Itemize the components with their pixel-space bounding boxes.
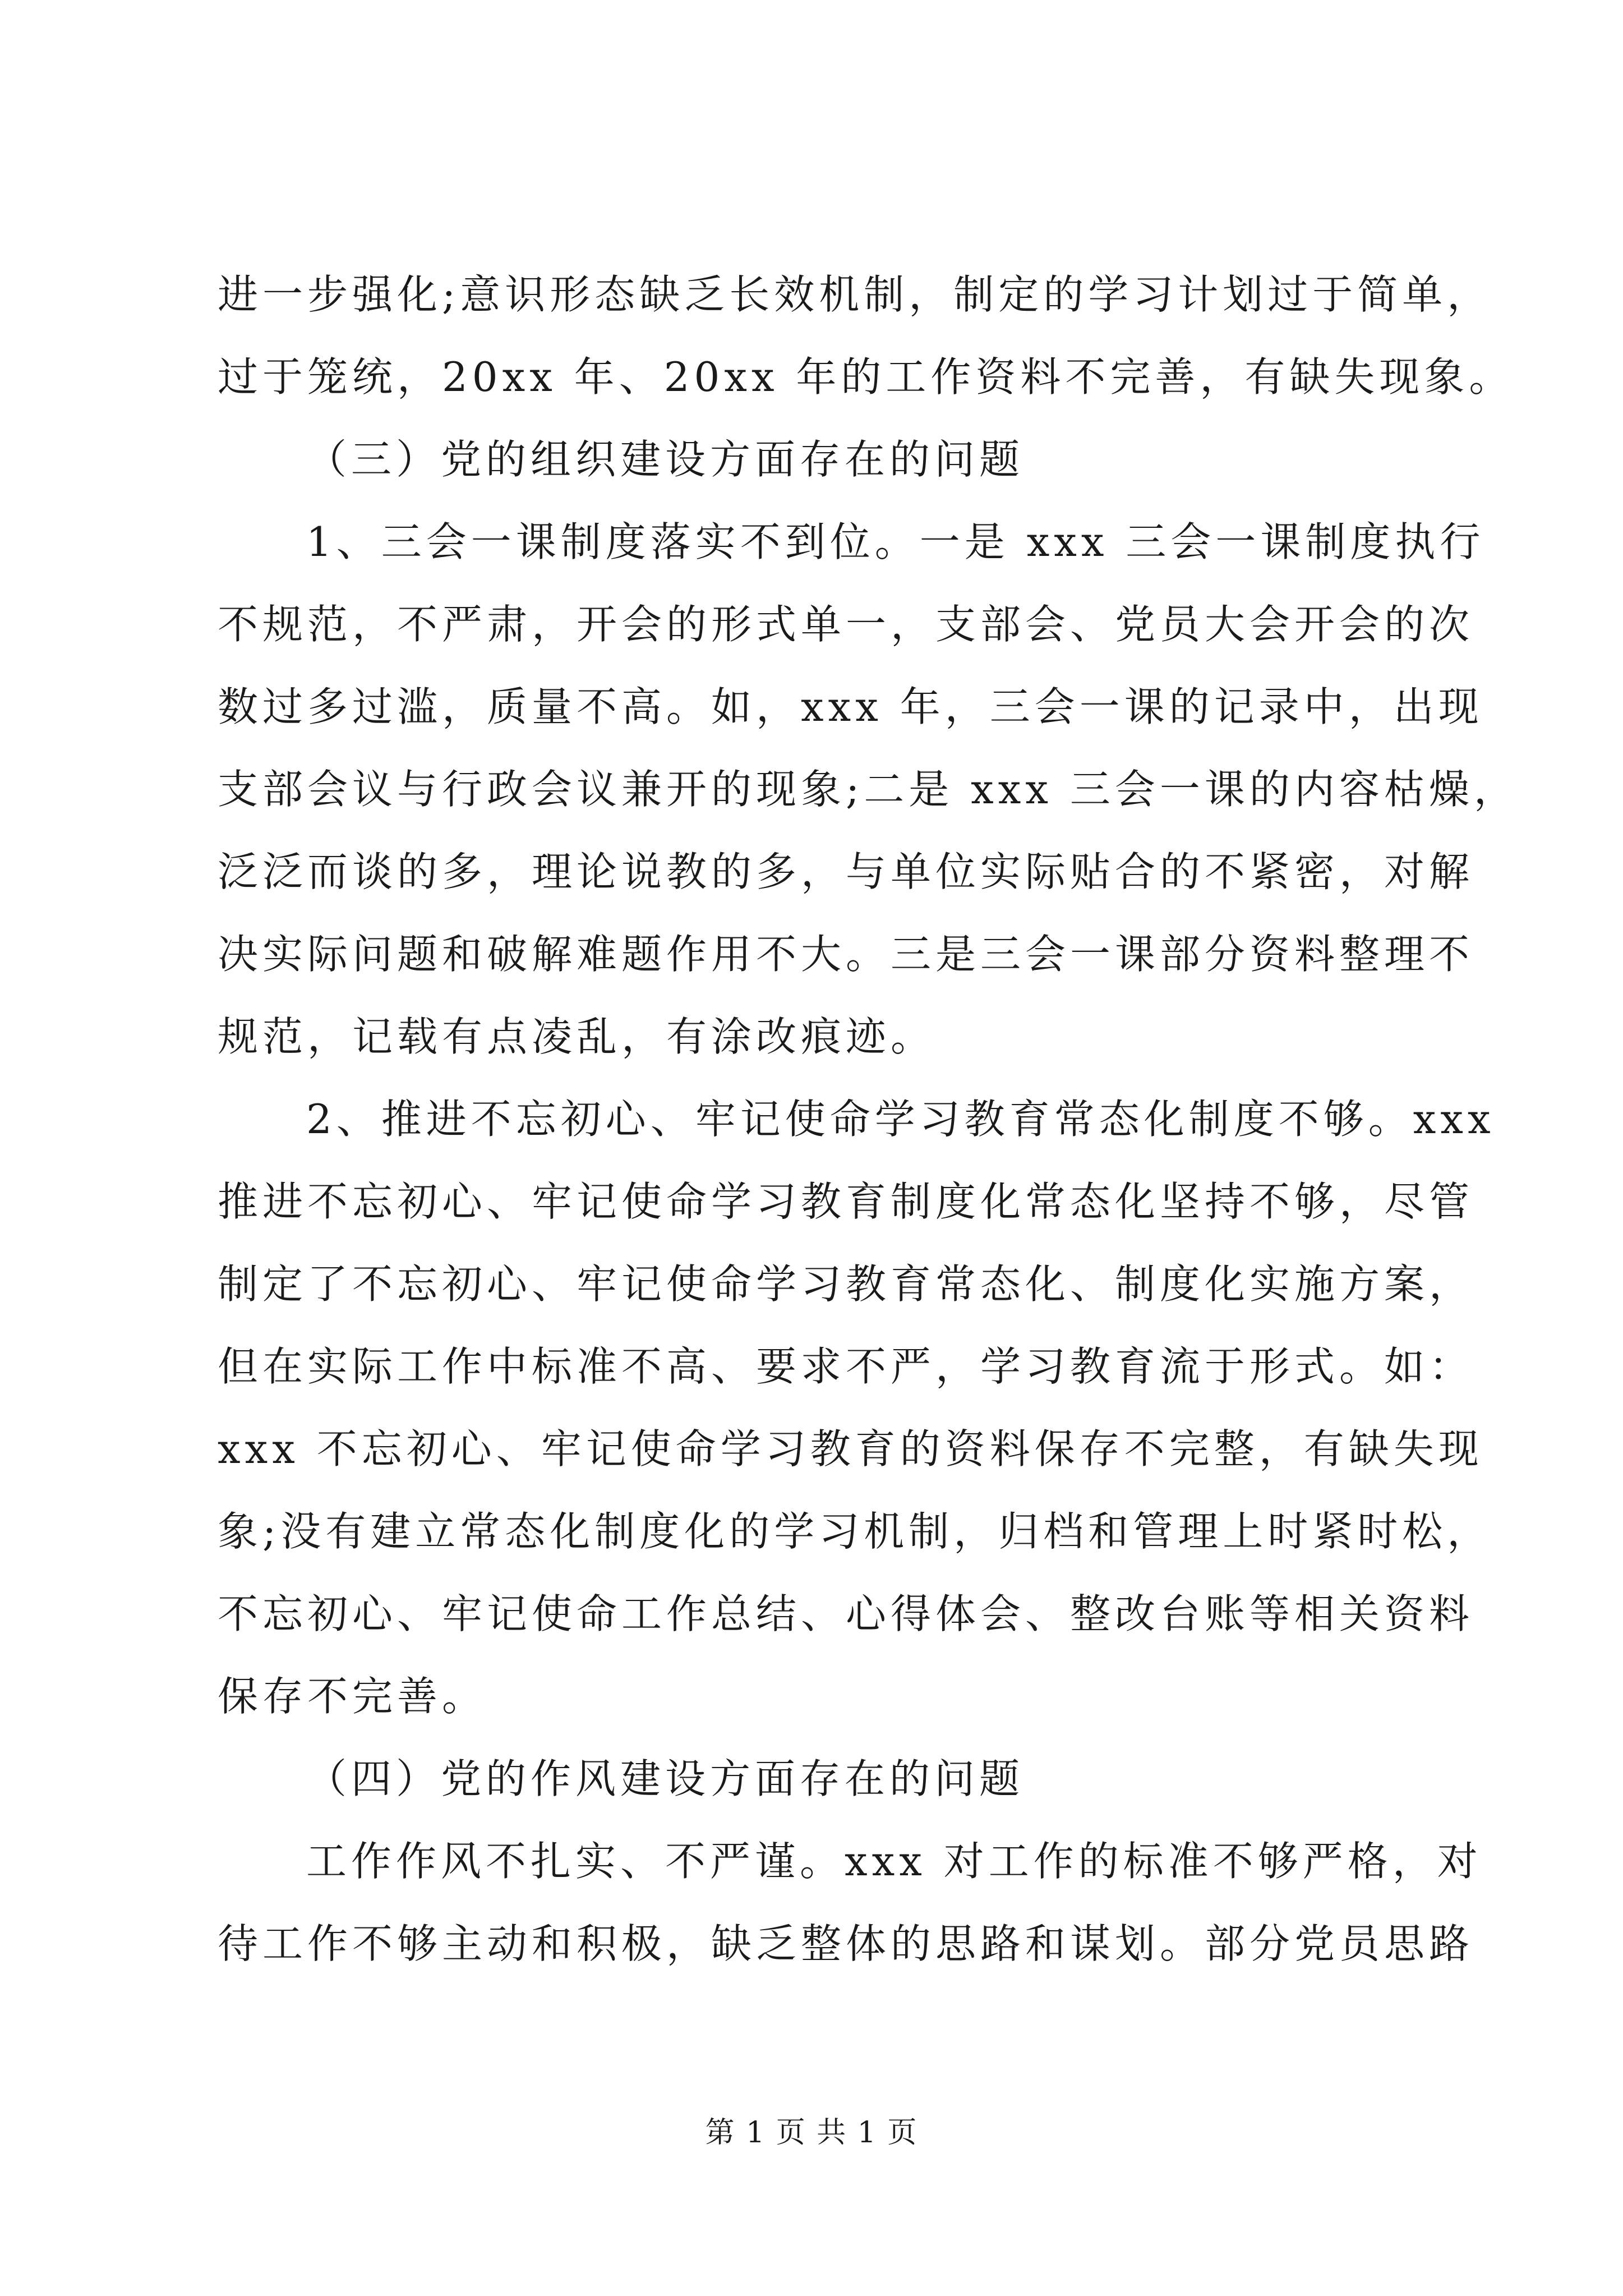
body-line-14: 但在实际工作中标准不高、要求不严，学习教育流于形式。如：	[218, 1343, 1474, 1390]
body-line-17: 不忘初心、牢记使命工作总结、心得体会、整改台账等相关资料	[218, 1590, 1474, 1637]
body-line-15: xxx 不忘初心、牢记使命学习教育的资料保存不完整，有缺失现	[218, 1425, 1483, 1473]
body-line-11: 2、推进不忘初心、牢记使命学习教育常态化制度不够。xxx	[306, 1096, 1495, 1143]
body-line-1: 进一步强化;意识形态缺乏长效机制，制定的学习计划过于简单，	[218, 271, 1492, 318]
body-line-12: 推进不忘初心、牢记使命学习教育制度化常态化坚持不够，尽管	[218, 1178, 1474, 1225]
section-heading-3: （三）党的组织建设方面存在的问题	[306, 436, 1025, 483]
body-line-4: 1、三会一课制度落实不到位。一是 xxx 三会一课制度执行	[306, 518, 1485, 565]
body-line-10: 规范，记载有点凌乱，有涂改痕迹。	[218, 1013, 936, 1060]
body-line-9: 决实际问题和破解难题作用不大。三是三会一课部分资料整理不	[218, 931, 1474, 978]
body-line-18: 保存不完善。	[218, 1673, 487, 1720]
body-line-8: 泛泛而谈的多，理论说教的多，与单位实际贴合的不紧密，对解	[218, 848, 1474, 895]
body-line-6: 数过多过滥，质量不高。如，xxx 年，三会一课的记录中，出现	[218, 683, 1483, 730]
body-line-13: 制定了不忘初心、牢记使命学习教育常态化、制度化实施方案，	[218, 1260, 1474, 1308]
body-line-5: 不规范，不严肃，开会的形式单一，支部会、党员大会开会的次	[218, 601, 1474, 648]
document-body	[218, 254, 1519, 1985]
section-heading-4: （四）党的作风建设方面存在的问题	[306, 1755, 1025, 1802]
page-footer: 第 1 页 共 1 页	[705, 2116, 918, 2150]
body-line-7: 支部会议与行政会议兼开的现象;二是 xxx 三会一课的内容枯燥，	[218, 766, 1519, 813]
body-line-16: 象;没有建立常态化制度化的学习机制，归档和管理上时紧时松，	[218, 1508, 1492, 1555]
body-line-21: 待工作不够主动和积极，缺乏整体的思路和谋划。部分党员思路	[218, 1920, 1474, 1967]
body-line-2: 过于笼统，20xx 年、20xx 年的工作资料不完善，有缺失现象。	[218, 353, 1514, 401]
body-line-20: 工作作风不扎实、不严谨。xxx 对工作的标准不够严格，对	[306, 1838, 1482, 1885]
